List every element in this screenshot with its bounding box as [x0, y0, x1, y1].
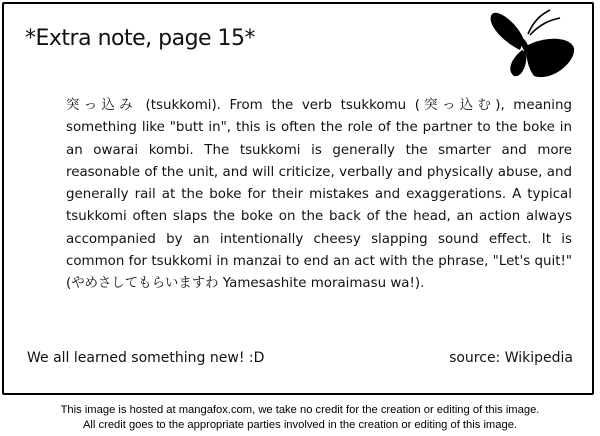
butterfly-icon [488, 6, 578, 86]
hosting-credit [0, 403, 600, 433]
note-title: *Extra note, page 15* [25, 26, 256, 51]
source-attribution: source: Wikipedia [449, 350, 573, 366]
learned-note: We all learned something new! :D [27, 350, 265, 366]
credit-line-1: This image is hosted at mangafox.com, we take no credit for the creation or editing of this image. [60, 404, 540, 416]
credit-line-2: All credit goes to the appropriate parties involved in the creation or editing of this image. [82, 419, 518, 431]
note-body: 突っ込み (tsukkomi). From the verb tsukkomu (突っ込む), meaning something like "butt in", this is often the role of the partner to the boke in an owarai kombi. The tsukkomi is generally the smarter and more reasonable of the unit, and will criticize, verbally and physically abuse, and generally rail at the boke for their mistakes and exaggerations. A typical tsukkomi often slaps the boke on the back of the head, an action always accompanied by an intentionally cheesy slapping sound effect. It is common for tsukkomi in manzai to end an act with the phrase, "Let's quit!" (やめさしてもらいますわ Yamesashite moraimasu wa!). [66, 98, 572, 292]
